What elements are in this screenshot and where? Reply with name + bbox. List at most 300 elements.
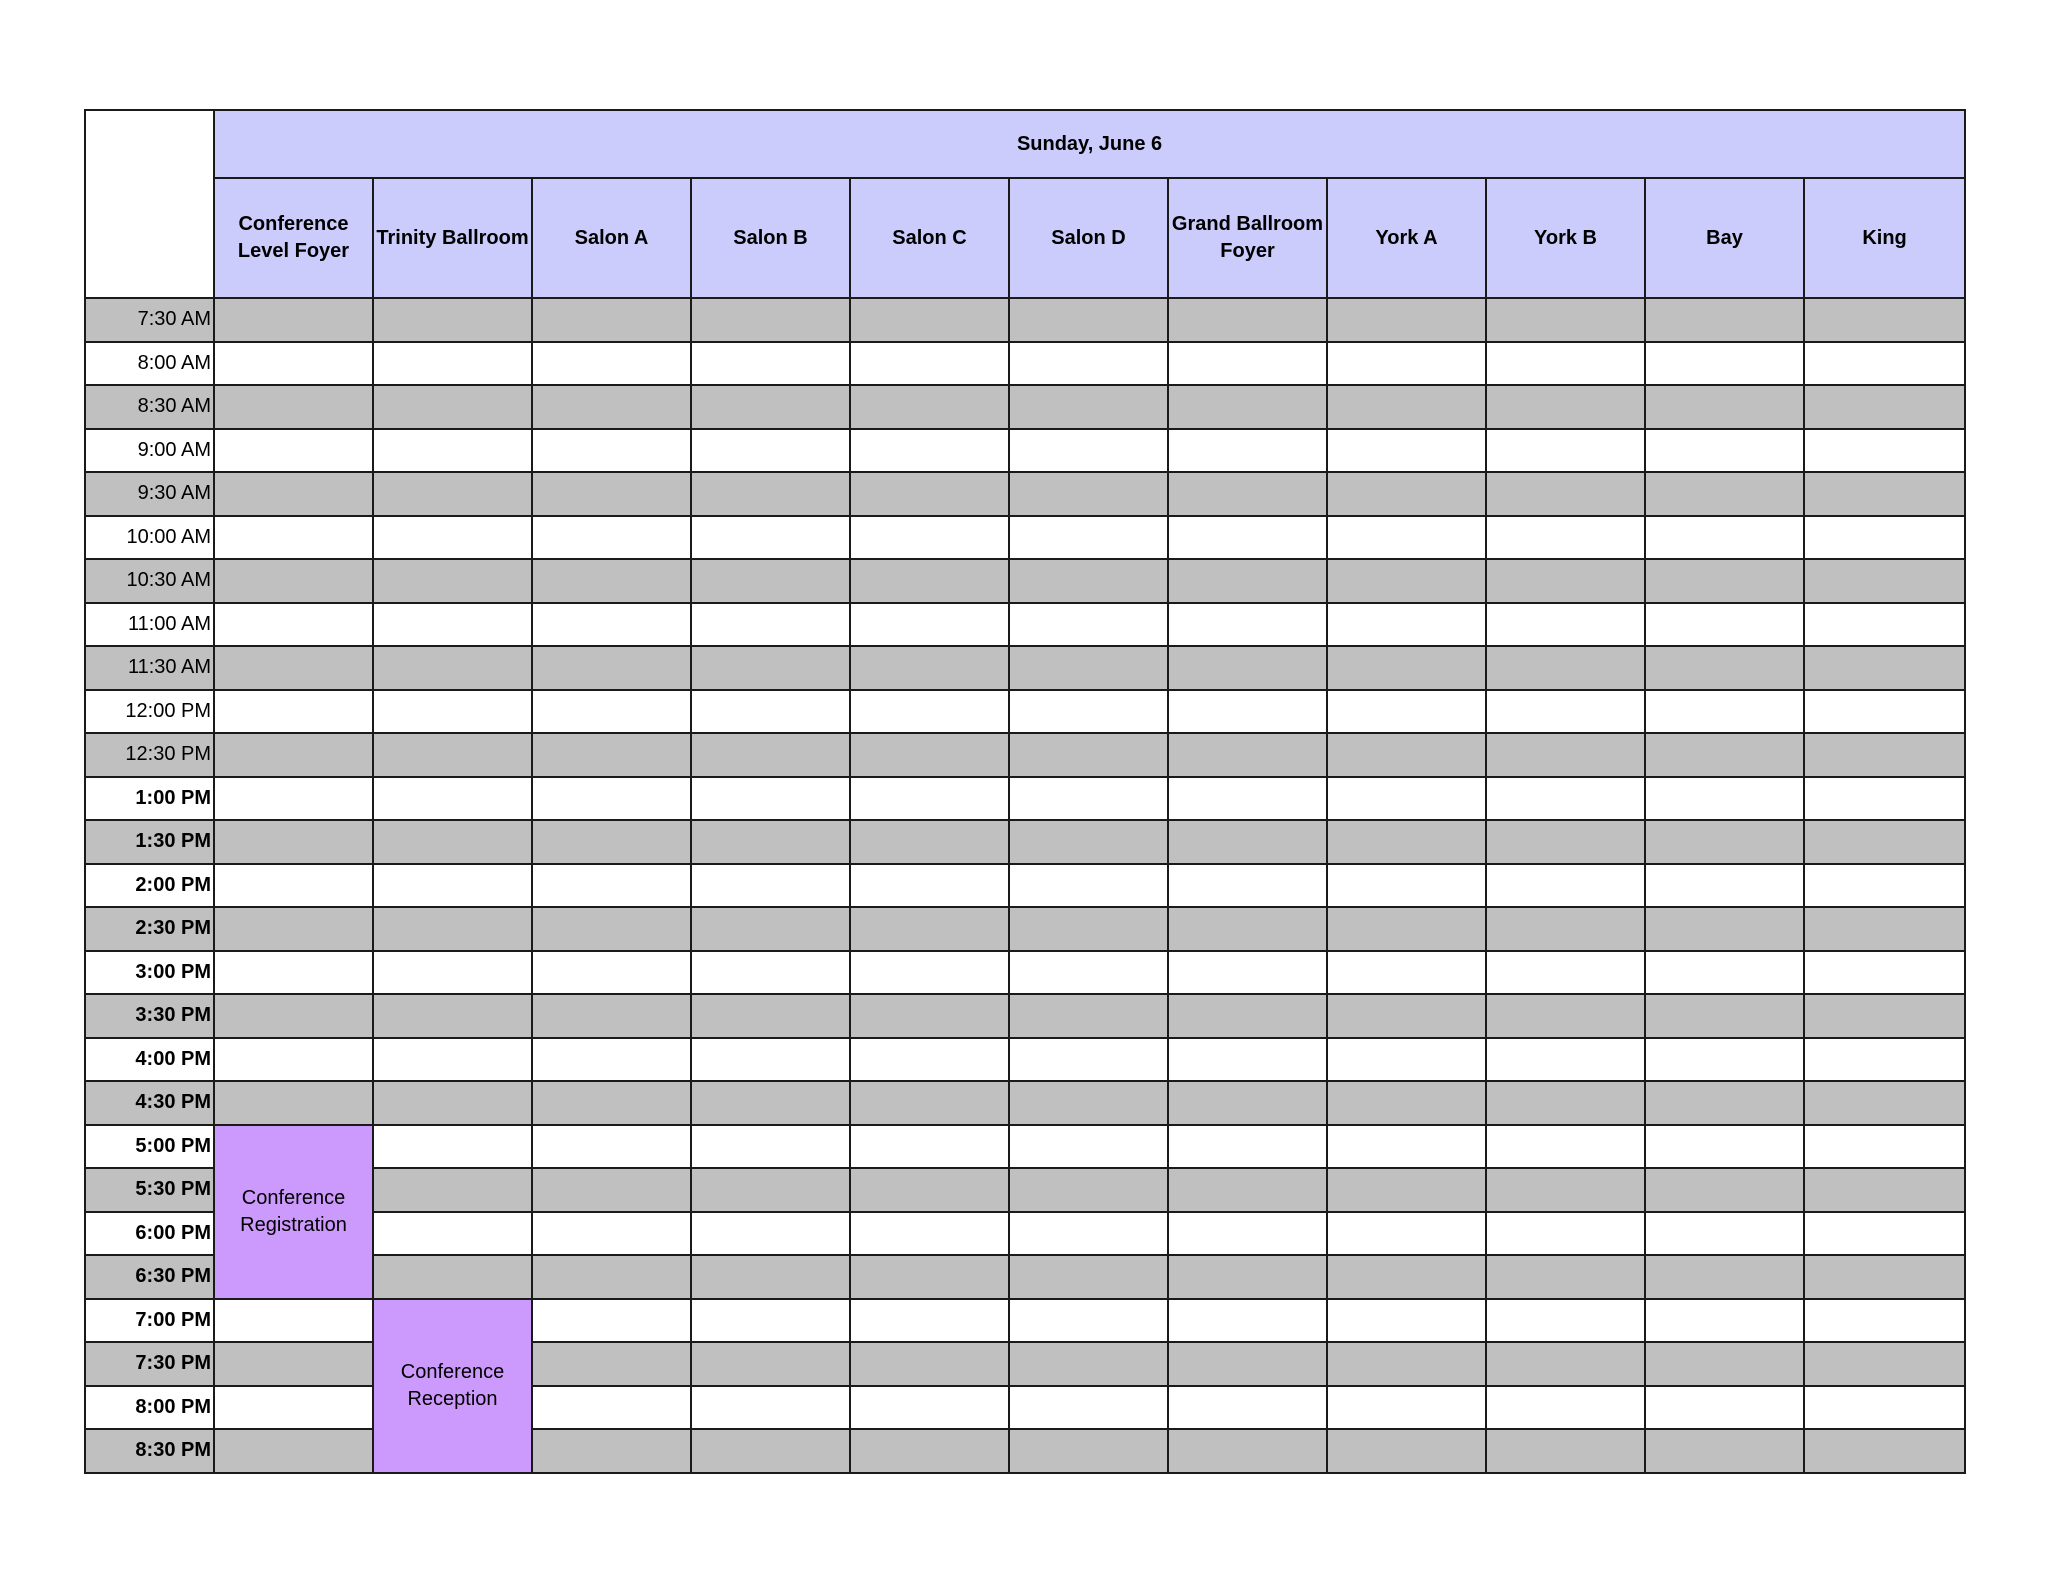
schedule-cell[interactable] (373, 1125, 532, 1169)
schedule-cell[interactable] (1804, 733, 1965, 777)
schedule-cell[interactable] (532, 1125, 691, 1169)
schedule-cell[interactable] (850, 994, 1009, 1038)
schedule-cell[interactable] (1645, 1212, 1804, 1256)
corner-cell (85, 110, 214, 298)
schedule-cell[interactable] (532, 690, 691, 734)
schedule-cell[interactable] (373, 559, 532, 603)
schedule-cell[interactable] (373, 733, 532, 777)
schedule-cell[interactable] (1804, 1299, 1965, 1343)
schedule-cell[interactable] (1327, 1386, 1486, 1430)
schedule-cell[interactable] (691, 820, 850, 864)
schedule-cell[interactable] (1009, 1168, 1168, 1212)
schedule-cell[interactable] (1486, 994, 1645, 1038)
schedule-cell[interactable] (691, 1342, 850, 1386)
schedule-cell[interactable] (850, 516, 1009, 560)
schedule-cell[interactable] (1009, 1125, 1168, 1169)
schedule-cell[interactable] (1009, 1429, 1168, 1473)
schedule-cell[interactable] (691, 1212, 850, 1256)
schedule-cell[interactable] (532, 1081, 691, 1125)
schedule-cell[interactable] (1327, 646, 1486, 690)
schedule-cell[interactable] (691, 385, 850, 429)
schedule-cell[interactable] (532, 1038, 691, 1082)
schedule-cell[interactable] (850, 603, 1009, 647)
schedule-cell[interactable] (1168, 1386, 1327, 1430)
schedule-cell[interactable] (1327, 429, 1486, 473)
schedule-cell[interactable] (214, 1429, 373, 1473)
schedule-cell[interactable] (1645, 733, 1804, 777)
schedule-cell[interactable] (1327, 690, 1486, 734)
time-row (85, 1081, 1965, 1125)
schedule-cell[interactable] (1804, 385, 1965, 429)
schedule-cell[interactable] (1804, 342, 1965, 386)
schedule-cell[interactable] (373, 1038, 532, 1082)
schedule-cell[interactable] (532, 298, 691, 342)
schedule-cell[interactable] (1645, 1125, 1804, 1169)
schedule-cell[interactable] (1645, 994, 1804, 1038)
schedule-cell[interactable] (1009, 1081, 1168, 1125)
schedule-cell[interactable] (850, 385, 1009, 429)
schedule-cell[interactable] (532, 559, 691, 603)
schedule-cell[interactable] (1804, 472, 1965, 516)
schedule-cell[interactable] (691, 1299, 850, 1343)
schedule-cell[interactable] (1009, 1386, 1168, 1430)
schedule-cell[interactable] (214, 820, 373, 864)
schedule-cell[interactable] (373, 690, 532, 734)
schedule-cell[interactable] (1645, 864, 1804, 908)
schedule-cell[interactable] (1168, 559, 1327, 603)
schedule-cell[interactable] (850, 907, 1009, 951)
schedule-cell[interactable] (1168, 690, 1327, 734)
schedule-cell[interactable] (691, 1081, 850, 1125)
schedule-cell[interactable] (1486, 864, 1645, 908)
time-label: 5:00 PM (85, 1125, 214, 1169)
event-block[interactable]: Conference Reception (373, 1299, 532, 1473)
schedule-cell[interactable] (214, 733, 373, 777)
schedule-cell[interactable] (532, 603, 691, 647)
schedule-cell[interactable] (1009, 733, 1168, 777)
schedule-cell[interactable] (373, 1212, 532, 1256)
time-label: 11:00 AM (85, 603, 214, 647)
schedule-cell[interactable] (1168, 1168, 1327, 1212)
schedule-cell[interactable] (1486, 429, 1645, 473)
schedule-cell[interactable] (1645, 777, 1804, 821)
schedule-cell[interactable] (373, 777, 532, 821)
schedule-cell[interactable] (1645, 1342, 1804, 1386)
schedule-cell[interactable] (691, 1429, 850, 1473)
schedule-cell[interactable] (691, 342, 850, 386)
schedule-cell[interactable] (373, 951, 532, 995)
schedule-cell[interactable] (1804, 864, 1965, 908)
schedule-cell[interactable] (1327, 472, 1486, 516)
schedule-cell[interactable] (214, 1386, 373, 1430)
schedule-cell[interactable] (532, 429, 691, 473)
schedule-cell[interactable] (214, 777, 373, 821)
schedule-cell[interactable] (1009, 559, 1168, 603)
schedule-cell[interactable] (373, 472, 532, 516)
schedule-cell[interactable] (1168, 733, 1327, 777)
schedule-cell[interactable] (1168, 1255, 1327, 1299)
schedule-cell[interactable] (1009, 777, 1168, 821)
time-label: 12:30 PM (85, 733, 214, 777)
schedule-cell[interactable] (691, 733, 850, 777)
schedule-cell[interactable] (691, 516, 850, 560)
schedule-cell[interactable] (214, 690, 373, 734)
schedule-cell[interactable] (850, 1212, 1009, 1256)
schedule-cell[interactable] (1009, 603, 1168, 647)
schedule-cell[interactable] (1009, 994, 1168, 1038)
schedule-cell[interactable] (373, 298, 532, 342)
schedule-cell[interactable] (1486, 907, 1645, 951)
schedule-cell[interactable] (1486, 1125, 1645, 1169)
schedule-cell[interactable] (1804, 1429, 1965, 1473)
schedule-cell[interactable] (214, 298, 373, 342)
schedule-cell[interactable] (1168, 994, 1327, 1038)
schedule-cell[interactable] (214, 1038, 373, 1082)
schedule-cell[interactable] (373, 342, 532, 386)
schedule-cell[interactable] (532, 1429, 691, 1473)
time-label: 2:00 PM (85, 864, 214, 908)
schedule-cell[interactable] (850, 1168, 1009, 1212)
schedule-cell[interactable] (1645, 951, 1804, 995)
schedule-cell[interactable] (850, 646, 1009, 690)
schedule-cell[interactable] (1009, 907, 1168, 951)
schedule-cell[interactable] (1645, 472, 1804, 516)
schedule-cell[interactable] (850, 951, 1009, 995)
schedule-cell[interactable] (850, 1429, 1009, 1473)
schedule-cell[interactable] (691, 777, 850, 821)
schedule-cell[interactable] (1804, 951, 1965, 995)
schedule-cell[interactable] (1486, 1386, 1645, 1430)
schedule-cell[interactable] (1645, 1429, 1804, 1473)
schedule-cell[interactable] (532, 733, 691, 777)
schedule-cell[interactable] (373, 646, 532, 690)
schedule-cell[interactable] (1645, 603, 1804, 647)
schedule-cell[interactable] (1168, 1212, 1327, 1256)
schedule-cell[interactable] (1327, 1038, 1486, 1082)
schedule-cell[interactable] (532, 994, 691, 1038)
schedule-cell[interactable] (532, 1168, 691, 1212)
schedule-cell[interactable] (1327, 777, 1486, 821)
schedule-cell[interactable] (1804, 1168, 1965, 1212)
schedule-cell[interactable] (532, 342, 691, 386)
schedule-cell[interactable] (532, 1299, 691, 1343)
schedule-cell[interactable] (1009, 298, 1168, 342)
schedule-cell[interactable] (1009, 1255, 1168, 1299)
schedule-cell[interactable] (850, 1125, 1009, 1169)
schedule-cell[interactable] (1168, 907, 1327, 951)
schedule-cell[interactable] (1327, 342, 1486, 386)
schedule-cell[interactable] (1327, 1168, 1486, 1212)
schedule-cell[interactable] (532, 385, 691, 429)
schedule-cell[interactable] (1327, 298, 1486, 342)
schedule-cell[interactable] (1486, 1299, 1645, 1343)
schedule-cell[interactable] (1486, 820, 1645, 864)
schedule-cell[interactable] (850, 472, 1009, 516)
schedule-cell[interactable] (691, 603, 850, 647)
schedule-cell[interactable] (691, 994, 850, 1038)
schedule-cell[interactable] (1645, 342, 1804, 386)
schedule-cell[interactable] (850, 1038, 1009, 1082)
schedule-cell[interactable] (214, 907, 373, 951)
schedule-cell[interactable] (1327, 1299, 1486, 1343)
schedule-cell[interactable] (1168, 1342, 1327, 1386)
schedule-cell[interactable] (1168, 1038, 1327, 1082)
schedule-cell[interactable] (532, 472, 691, 516)
schedule-cell[interactable] (1804, 516, 1965, 560)
schedule-cell[interactable] (1486, 1212, 1645, 1256)
schedule-cell[interactable] (214, 385, 373, 429)
schedule-cell[interactable] (373, 385, 532, 429)
schedule-cell[interactable] (1009, 646, 1168, 690)
schedule-cell[interactable] (1327, 1429, 1486, 1473)
schedule-cell[interactable] (373, 1081, 532, 1125)
schedule-cell[interactable] (850, 1342, 1009, 1386)
schedule-cell[interactable] (1168, 298, 1327, 342)
schedule-cell[interactable] (1804, 1125, 1965, 1169)
schedule-cell[interactable] (850, 864, 1009, 908)
schedule-cell[interactable] (1168, 864, 1327, 908)
schedule-cell[interactable] (1804, 820, 1965, 864)
schedule-cell[interactable] (1327, 603, 1486, 647)
schedule-cell[interactable] (1327, 1081, 1486, 1125)
schedule-cell[interactable] (214, 1342, 373, 1386)
schedule-cell[interactable] (1804, 603, 1965, 647)
schedule-cell[interactable] (1804, 298, 1965, 342)
schedule-cell[interactable] (1327, 1212, 1486, 1256)
schedule-cell[interactable] (1645, 1386, 1804, 1430)
schedule-cell[interactable] (373, 864, 532, 908)
schedule-cell[interactable] (1327, 559, 1486, 603)
schedule-cell[interactable] (1009, 820, 1168, 864)
schedule-cell[interactable] (1645, 1255, 1804, 1299)
schedule-cell[interactable] (1327, 907, 1486, 951)
schedule-cell[interactable] (1327, 1125, 1486, 1169)
schedule-cell[interactable] (1486, 646, 1645, 690)
schedule-cell[interactable] (691, 472, 850, 516)
schedule-cell[interactable] (1009, 342, 1168, 386)
schedule-cell[interactable] (1009, 1212, 1168, 1256)
schedule-cell[interactable] (1804, 646, 1965, 690)
schedule-cell[interactable] (850, 559, 1009, 603)
schedule-cell[interactable] (850, 298, 1009, 342)
schedule-cell[interactable] (1009, 864, 1168, 908)
schedule-cell[interactable] (1327, 820, 1486, 864)
schedule-cell[interactable] (850, 1081, 1009, 1125)
schedule-cell[interactable] (1009, 429, 1168, 473)
schedule-cell[interactable] (1804, 907, 1965, 951)
schedule-cell[interactable] (214, 1081, 373, 1125)
schedule-cell[interactable] (532, 777, 691, 821)
schedule-cell[interactable] (1168, 1299, 1327, 1343)
schedule-cell[interactable] (691, 864, 850, 908)
schedule-cell[interactable] (1009, 690, 1168, 734)
schedule-cell[interactable] (1168, 385, 1327, 429)
schedule-cell[interactable] (1645, 907, 1804, 951)
schedule-cell[interactable] (532, 1386, 691, 1430)
schedule-cell[interactable] (691, 1038, 850, 1082)
schedule-cell[interactable] (1804, 429, 1965, 473)
schedule-cell[interactable] (1486, 603, 1645, 647)
schedule-cell[interactable] (691, 1386, 850, 1430)
schedule-cell[interactable] (1168, 777, 1327, 821)
schedule-cell[interactable] (532, 907, 691, 951)
schedule-cell[interactable] (1168, 516, 1327, 560)
schedule-cell[interactable] (373, 907, 532, 951)
schedule-cell[interactable] (1327, 1255, 1486, 1299)
schedule-cell[interactable] (1327, 994, 1486, 1038)
schedule-cell[interactable] (1645, 1168, 1804, 1212)
schedule-cell[interactable] (1486, 385, 1645, 429)
schedule-cell[interactable] (691, 951, 850, 995)
schedule-cell[interactable] (850, 342, 1009, 386)
schedule-cell[interactable] (214, 559, 373, 603)
schedule-cell[interactable] (1009, 951, 1168, 995)
schedule-cell[interactable] (850, 733, 1009, 777)
schedule-cell[interactable] (1486, 733, 1645, 777)
schedule-cell[interactable] (373, 1255, 532, 1299)
schedule-cell[interactable] (1645, 559, 1804, 603)
schedule-cell[interactable] (1168, 429, 1327, 473)
schedule-cell[interactable] (1168, 603, 1327, 647)
schedule-cell[interactable] (1804, 1386, 1965, 1430)
schedule-cell[interactable] (850, 777, 1009, 821)
room-header: Salon C (850, 178, 1009, 298)
schedule-cell[interactable] (532, 646, 691, 690)
schedule-cell[interactable] (532, 820, 691, 864)
schedule-cell[interactable] (1804, 994, 1965, 1038)
schedule-cell[interactable] (214, 864, 373, 908)
schedule-cell[interactable] (1486, 472, 1645, 516)
schedule-cell[interactable] (373, 994, 532, 1038)
schedule-cell[interactable] (691, 429, 850, 473)
schedule-cell[interactable] (850, 820, 1009, 864)
schedule-cell[interactable] (691, 559, 850, 603)
schedule-cell[interactable] (850, 1255, 1009, 1299)
schedule-cell[interactable] (1804, 1255, 1965, 1299)
schedule-cell[interactable] (214, 429, 373, 473)
schedule-cell[interactable] (214, 603, 373, 647)
schedule-cell[interactable] (1486, 690, 1645, 734)
schedule-cell[interactable] (1009, 516, 1168, 560)
schedule-cell[interactable] (1486, 777, 1645, 821)
schedule-cell[interactable] (532, 516, 691, 560)
schedule-cell[interactable] (214, 472, 373, 516)
schedule-cell[interactable] (532, 1255, 691, 1299)
schedule-cell[interactable] (532, 951, 691, 995)
schedule-cell[interactable] (532, 1342, 691, 1386)
schedule-cell[interactable] (691, 907, 850, 951)
schedule-cell[interactable] (850, 429, 1009, 473)
schedule-cell[interactable] (1168, 820, 1327, 864)
schedule-cell[interactable] (1009, 385, 1168, 429)
schedule-cell[interactable] (1009, 1342, 1168, 1386)
schedule-cell[interactable] (214, 516, 373, 560)
schedule-cell[interactable] (1486, 1255, 1645, 1299)
schedule-cell[interactable] (532, 864, 691, 908)
schedule-cell[interactable] (1804, 1038, 1965, 1082)
schedule-cell[interactable] (1486, 1342, 1645, 1386)
schedule-cell[interactable] (1009, 472, 1168, 516)
schedule-cell[interactable] (532, 1212, 691, 1256)
schedule-cell[interactable] (1645, 429, 1804, 473)
schedule-cell[interactable] (1645, 1081, 1804, 1125)
schedule-cell[interactable] (373, 516, 532, 560)
schedule-cell[interactable] (1645, 1299, 1804, 1343)
schedule-cell[interactable] (1327, 951, 1486, 995)
schedule-cell[interactable] (1486, 951, 1645, 995)
schedule-cell[interactable] (1645, 1038, 1804, 1082)
schedule-cell[interactable] (691, 690, 850, 734)
event-block[interactable]: Conference Registration (214, 1125, 373, 1299)
schedule-cell[interactable] (691, 298, 850, 342)
schedule-cell[interactable] (1804, 1342, 1965, 1386)
schedule-cell[interactable] (1327, 733, 1486, 777)
schedule-cell[interactable] (850, 1299, 1009, 1343)
schedule-cell[interactable] (373, 429, 532, 473)
schedule-cell[interactable] (1486, 559, 1645, 603)
schedule-cell[interactable] (1168, 472, 1327, 516)
schedule-cell[interactable] (1009, 1038, 1168, 1082)
schedule-cell[interactable] (1645, 298, 1804, 342)
schedule-cell[interactable] (214, 1299, 373, 1343)
schedule-cell[interactable] (1486, 1429, 1645, 1473)
schedule-cell[interactable] (1804, 690, 1965, 734)
schedule-cell[interactable] (1804, 777, 1965, 821)
room-header: Trinity Ballroom (373, 178, 532, 298)
schedule-cell[interactable] (373, 603, 532, 647)
schedule-cell[interactable] (1645, 385, 1804, 429)
schedule-cell[interactable] (1168, 951, 1327, 995)
schedule-cell[interactable] (691, 1125, 850, 1169)
schedule-cell[interactable] (1168, 1125, 1327, 1169)
schedule-cell[interactable] (214, 342, 373, 386)
schedule-cell[interactable] (214, 646, 373, 690)
schedule-cell[interactable] (1645, 646, 1804, 690)
schedule-cell[interactable] (1168, 646, 1327, 690)
schedule-cell[interactable] (1486, 1038, 1645, 1082)
schedule-cell[interactable] (1327, 516, 1486, 560)
schedule-cell[interactable] (1804, 1212, 1965, 1256)
schedule-cell[interactable] (214, 951, 373, 995)
time-label: 1:30 PM (85, 820, 214, 864)
schedule-cell[interactable] (1486, 298, 1645, 342)
schedule-cell[interactable] (1804, 559, 1965, 603)
schedule-cell[interactable] (1327, 1342, 1486, 1386)
schedule-cell[interactable] (850, 1386, 1009, 1430)
schedule-cell[interactable] (691, 1255, 850, 1299)
schedule-cell[interactable] (1645, 690, 1804, 734)
schedule-cell[interactable] (1168, 1081, 1327, 1125)
schedule-cell[interactable] (214, 994, 373, 1038)
schedule-cell[interactable] (1645, 516, 1804, 560)
schedule-cell[interactable] (691, 646, 850, 690)
schedule-cell[interactable] (1486, 516, 1645, 560)
schedule-cell[interactable] (1327, 864, 1486, 908)
schedule-cell[interactable] (1486, 1081, 1645, 1125)
schedule-cell[interactable] (850, 690, 1009, 734)
schedule-cell[interactable] (1486, 1168, 1645, 1212)
schedule-cell[interactable] (1645, 820, 1804, 864)
schedule-cell[interactable] (1168, 342, 1327, 386)
schedule-cell[interactable] (1009, 1299, 1168, 1343)
schedule-cell[interactable] (691, 1168, 850, 1212)
schedule-cell[interactable] (1327, 385, 1486, 429)
schedule-cell[interactable] (1168, 1429, 1327, 1473)
schedule-cell[interactable] (373, 1168, 532, 1212)
schedule-cell[interactable] (373, 820, 532, 864)
schedule-cell[interactable] (1804, 1081, 1965, 1125)
schedule-cell[interactable] (1486, 342, 1645, 386)
